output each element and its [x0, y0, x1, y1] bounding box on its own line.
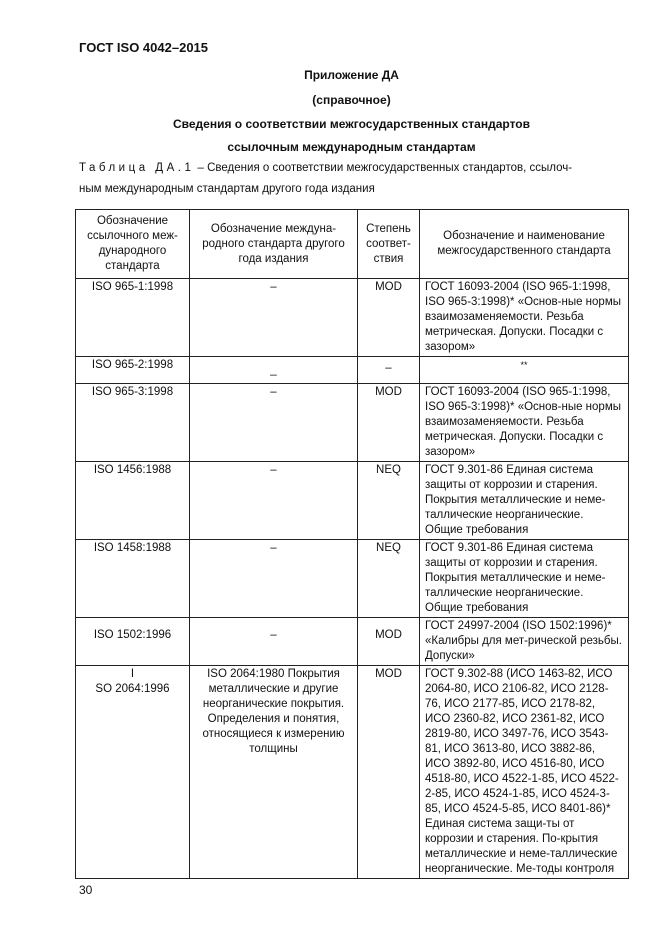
cell-ref-standard: ISO 965-1:1998: [76, 279, 190, 357]
cell-degree: NEQ: [358, 540, 420, 618]
table-row: [76, 540, 629, 618]
cell-other-standard: –: [190, 540, 358, 618]
table-row: [76, 384, 629, 462]
cell-other-standard: ISO 2064:1980 Покрытия металлические и другие неорганические покрытия. Определения и понятия, относящиеся к измерению толщины: [190, 666, 358, 879]
table-row: [76, 462, 629, 540]
cell-degree: MOD: [358, 618, 420, 666]
table-caption-label: Таблица ДА.1: [79, 162, 195, 174]
cell-degree: MOD: [358, 666, 420, 879]
cell-other-standard: –: [190, 462, 358, 540]
cell-interstate-standard: ГОСТ 24997-2004 (ISO 1502:1996)* «Калибры для мет-рической резьбы. Допуски»: [420, 618, 629, 666]
cell-degree: NEQ: [358, 462, 420, 540]
cell-ref-standard: ISO 1502:1996: [76, 618, 190, 666]
cell-other-standard: –: [190, 618, 358, 666]
table-caption: [79, 158, 619, 200]
cell-ref-standard: I SO 2064:1996: [76, 666, 190, 879]
header-interstate-standard: Обозначение и наименование межгосударственного стандарта: [420, 210, 629, 279]
header-ref-standard: Обозначение ссылочного меж-дународного стандарта: [76, 210, 190, 279]
cell-interstate-standard: ГОСТ 16093-2004 (ISO 965-1:1998, ISO 965-3:1998)* «Основ-ные нормы взаимозаменяемости. Резьба метрическая. Допуски. Посадки с зазором»: [420, 384, 629, 462]
document-code: ГОСТ ISO 4042–2015: [79, 40, 209, 55]
cell-other-standard: _: [190, 357, 358, 384]
appendix-heading-line2: ссылочным международным стандартам: [227, 140, 476, 154]
cell-ref-standard: ISO 1458:1988: [76, 540, 190, 618]
page-number: 30: [79, 883, 93, 897]
cell-ref-standard: ISO 965-2:1998: [76, 357, 190, 384]
appendix-title: Приложение ДА: [304, 68, 399, 82]
cell-ref-standard: ISO 1456:1988: [76, 462, 190, 540]
table-header-row: [76, 210, 629, 279]
cell-interstate-standard: ГОСТ 9.301-86 Единая система защиты от коррозии и старения. Покрытия металлические и неме-таллические неорганические. Общие требования: [420, 540, 629, 618]
cell-other-standard: –: [190, 279, 358, 357]
standards-table: [75, 209, 629, 879]
header-degree: Степень соответ-ствия: [358, 210, 420, 279]
table-row: [76, 618, 629, 666]
cell-interstate-standard: ГОСТ 9.302-88 (ИСО 1463-82, ИСО 2064-80, ИСО 2106-82, ИСО 2128-76, ИСО 2177-85, ИСО 2178-82, ИСО 2360-82, ИСО 2361-82, ИСО 2819-80, ИСО 3497-76, ИСО 3543-81, ИСО 3613-80, ИСО 3882-86, ИСО 3892-80, ИСО 4516-80, ИСО 4518-80, ИСО 4522-1-85, ИСО 4522-2-85, ИСО 4524-1-85, ИСО 4524-3-85, ИСО 4524-5-85, ИСО 8401-86)* Единая система защи-ты от коррозии и старения. По-крытия металлические и неме-таллические неорганические. Ме-тоды контроля: [420, 666, 629, 879]
table-row: [76, 279, 629, 357]
table-row: [76, 357, 629, 384]
cell-interstate-standard: ГОСТ 9.301-86 Единая система защиты от коррозии и старения. Покрытия металлические и неме-таллические неорганические. Общие требования: [420, 462, 629, 540]
table-caption-text-line2: ным международным стандартам другого года издания: [79, 183, 375, 195]
appendix-subtitle: (справочное): [312, 93, 391, 107]
appendix-heading-line1: Сведения о соответствии межгосударственных стандартов: [173, 117, 530, 131]
cell-interstate-standard: **: [420, 357, 629, 384]
cell-degree: –: [358, 357, 420, 384]
table-row: [76, 666, 629, 879]
cell-degree: MOD: [358, 384, 420, 462]
table-caption-text-line1: – Сведения о соответствии межгосударственных стандартов, ссылоч-: [194, 162, 573, 174]
header-other-year-standard: Обозначение междуна-родного стандарта другого года издания: [190, 210, 358, 279]
cell-ref-standard: ISO 965-3:1998: [76, 384, 190, 462]
cell-interstate-standard: ГОСТ 16093-2004 (ISO 965-1:1998, ISO 965-3:1998)* «Основ-ные нормы взаимозаменяемости. Резьба метрическая. Допуски. Посадки с зазором»: [420, 279, 629, 357]
cell-other-standard: –: [190, 384, 358, 462]
cell-degree: MOD: [358, 279, 420, 357]
